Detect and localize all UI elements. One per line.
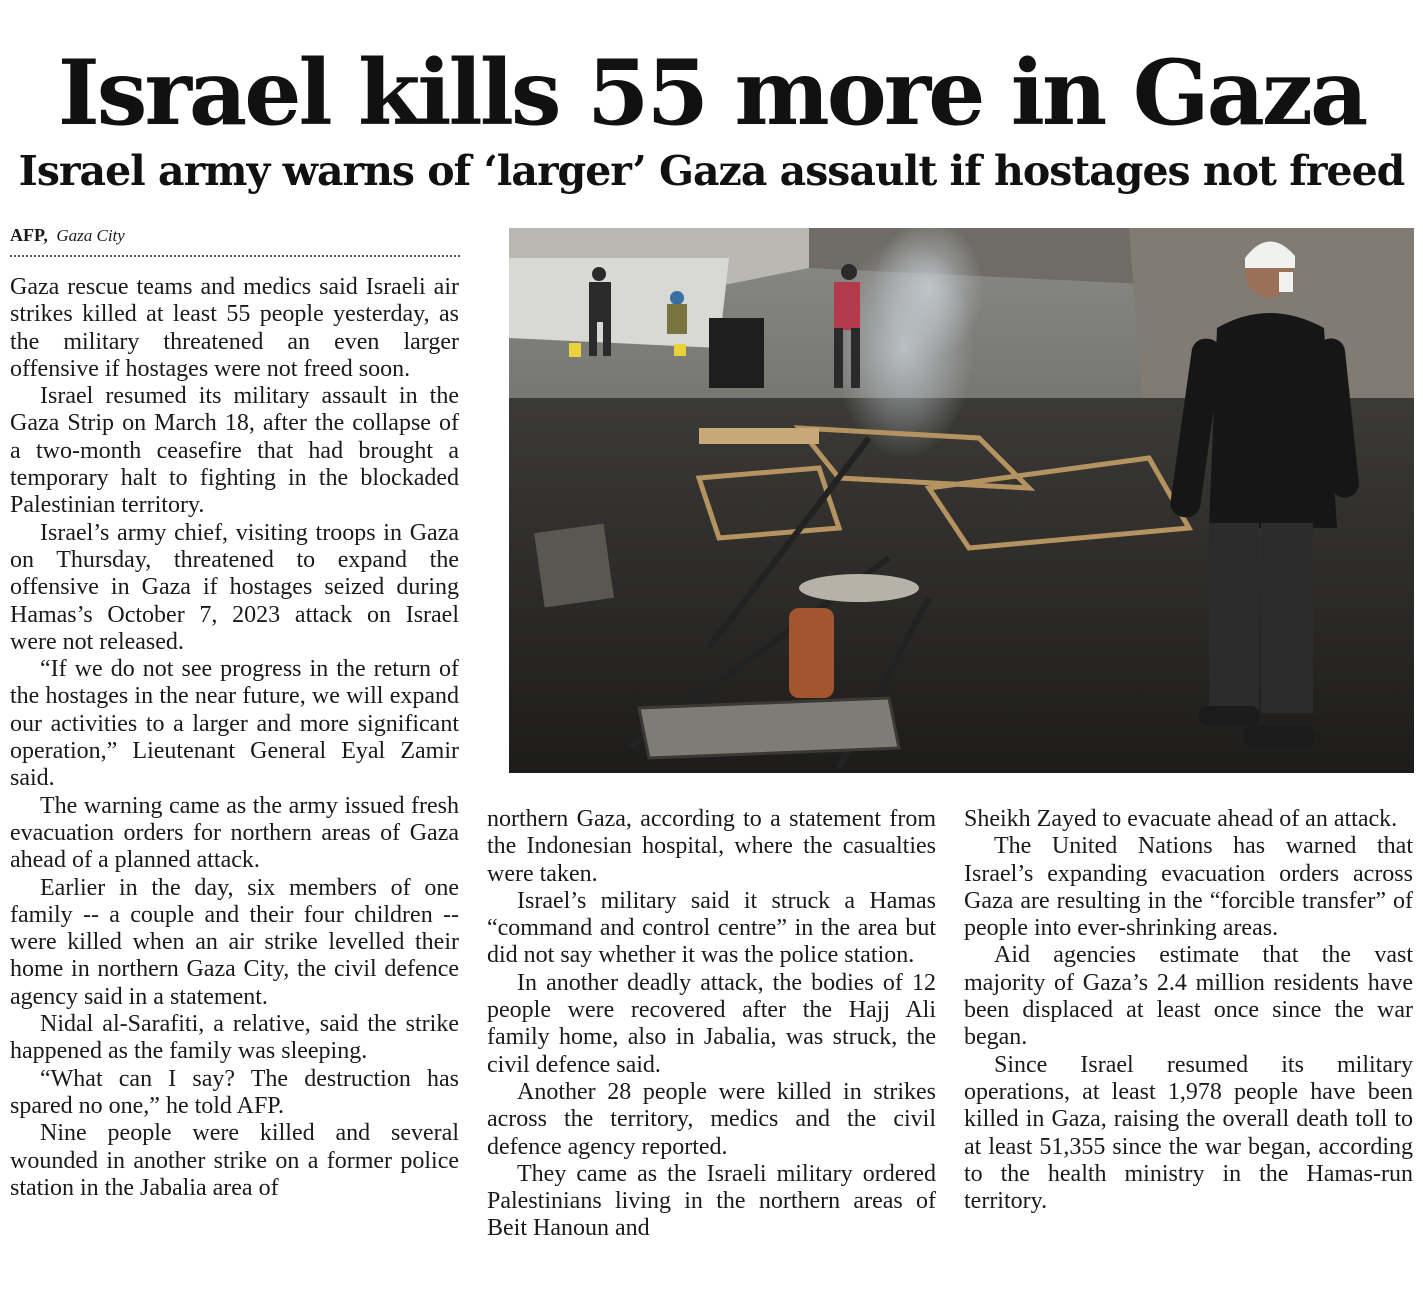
article-column-2 [487, 806, 936, 1286]
article-paragraph: “What can I say? The destruction has spared no one,” he told AFP. [10, 1065, 459, 1119]
article-paragraph: Since Israel resumed its military operations, at least 1,978 people have been killed in Gaza, raising the overall death toll to at least 51,355 since the war began, according to the health ministry in the Hamas-run territory. [964, 1051, 1413, 1215]
byline-dateline: Gaza City [56, 226, 125, 245]
article-paragraph: Earlier in the day, six members of one family -- a couple and their four children -- were killed when an air strike levelled their home in northern Gaza City, the civil defence agency said in a statement. [10, 874, 459, 1010]
article-paragraph: Gaza rescue teams and medics said Israeli air strikes killed at least 55 people yesterday, as the military threatened an even larger offensive if hostages were not freed soon. [10, 274, 459, 382]
article-paragraph: “If we do not see progress in the return of the hostages in the near future, we will expand our activities to a larger and more significant operation,” Lieutenant General Eyal Zamir said. [10, 656, 459, 792]
news-photo-burned-shelter [509, 228, 1414, 773]
article-paragraph: Israel’s army chief, visiting troops in Gaza on Thursday, threatened to expand the offensive in Gaza if hostages seized during Hamas’s October 7, 2023 attack on Israel were not released. [10, 519, 459, 655]
article-paragraph: Israel’s military said it struck a Hamas “command and control centre” in the area but did not say whether it was the police station. [487, 887, 936, 969]
article-paragraph: Israel resumed its military assault in the Gaza Strip on March 18, after the collapse of a two-month ceasefire that had brought a temporary halt to fighting in the blockaded Palestinian territory. [10, 383, 459, 519]
article-paragraph: The warning came as the army issued fresh evacuation orders for northern areas of Gaza ahead of a planned attack. [10, 792, 459, 874]
article-paragraph: Nine people were killed and several wounded in another strike on a former police station in the Jabalia area of [10, 1120, 459, 1201]
news-photo-graphic [509, 228, 1414, 773]
article-column-1 [10, 274, 459, 1286]
subheadline: Israel army warns of ‘larger’ Gaza assault if hostages not freed [18, 147, 1405, 195]
article-paragraph: In another deadly attack, the bodies of 12 people were recovered after the Hajj Ali family home, also in Jabalia, was struck, the civil defence said. [487, 969, 936, 1078]
article-paragraph: northern Gaza, according to a statement from the Indonesian hospital, where the casualties were taken. [487, 806, 936, 887]
headline: Israel kills 55 more in Gaza [57, 40, 1366, 146]
article-paragraph: Nidal al-Sarafiti, a relative, said the strike happened as the family was sleeping. [10, 1011, 459, 1065]
article-paragraph: They came as the Israeli military ordered Palestinians living in the northern areas of Beit Hanoun and [487, 1160, 936, 1242]
article-paragraph: Another 28 people were killed in strikes across the territory, medics and the civil defence agency reported. [487, 1078, 936, 1160]
article-paragraph: The United Nations has warned that Israel’s expanding evacuation orders across Gaza are resulting in the “forcible transfer” of people into ever-shrinking areas. [964, 833, 1413, 942]
article-column-3 [964, 806, 1413, 1286]
article-paragraph: Aid agencies estimate that the vast majority of Gaza’s 2.4 million residents have been displaced at least once since the war began. [964, 942, 1413, 1051]
byline-agency: AFP, [10, 225, 48, 245]
article-paragraph: Sheikh Zayed to evacuate ahead of an attack. [964, 806, 1398, 832]
byline [10, 224, 460, 257]
